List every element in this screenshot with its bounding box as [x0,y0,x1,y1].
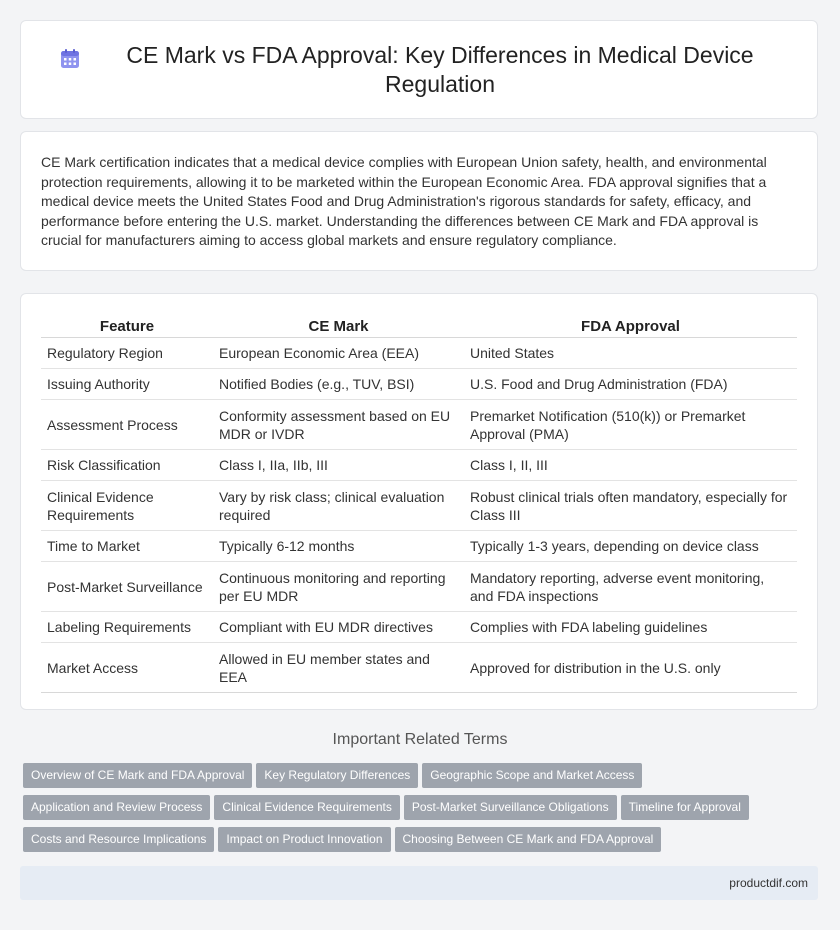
cell-feature: Risk Classification [41,450,213,481]
cell-fda: Mandatory reporting, adverse event monitoring, and FDA inspections [464,562,797,612]
table-header-row [41,314,797,338]
cell-fda: Robust clinical trials often mandatory, especially for Class III [464,481,797,531]
cell-fda: Approved for distribution in the U.S. only [464,643,797,693]
comparison-card [20,293,818,710]
calendar-icon [58,47,82,71]
cell-feature: Market Access [41,643,213,693]
cell-ce-mark: European Economic Area (EEA) [213,338,464,369]
cell-fda: U.S. Food and Drug Administration (FDA) [464,369,797,400]
table-row [41,450,797,481]
comparison-table [41,314,797,693]
footer-site-link[interactable]: productdif.com [729,876,808,890]
related-term-tag[interactable]: Overview of CE Mark and FDA Approval [23,763,252,788]
cell-feature: Assessment Process [41,400,213,450]
table-row [41,400,797,450]
related-terms-list [23,763,813,859]
cell-feature: Issuing Authority [41,369,213,400]
related-term-tag[interactable]: Geographic Scope and Market Access [422,763,642,788]
title-card [20,20,818,119]
cell-fda: United States [464,338,797,369]
cell-ce-mark: Notified Bodies (e.g., TUV, BSI) [213,369,464,400]
related-term-tag[interactable]: Costs and Resource Implications [23,827,214,852]
related-term-tag[interactable]: Timeline for Approval [621,795,749,820]
cell-ce-mark: Vary by risk class; clinical evaluation required [213,481,464,531]
cell-ce-mark: Typically 6-12 months [213,531,464,562]
intro-paragraph: CE Mark certification indicates that a medical device complies with European Union safety, health, and environmental protection requirements, allowing it to be marketed within the European Economic Area. FDA approval signifies that a medical device meets the United States Food and Drug Administration's rigorous standards for safety, efficacy, and performance before entering the U.S. market. Understanding the differences between CE Mark and FDA approval is crucial for manufacturers aiming to access global markets and ensure regulatory compliance. [41,154,767,249]
related-term-tag[interactable]: Post-Market Surveillance Obligations [404,795,617,820]
related-terms-heading: Important Related Terms [332,731,508,748]
cell-ce-mark: Class I, IIa, IIb, III [213,450,464,481]
related-term-tag[interactable]: Application and Review Process [23,795,210,820]
related-term-tag[interactable]: Choosing Between CE Mark and FDA Approval [395,827,662,852]
cell-feature: Labeling Requirements [41,612,213,643]
table-row [41,612,797,643]
header-fda-approval: FDA Approval [464,314,797,338]
header-feature: Feature [41,314,213,338]
cell-ce-mark: Continuous monitoring and reporting per EU MDR [213,562,464,612]
related-term-tag[interactable]: Key Regulatory Differences [256,763,418,788]
table-row [41,643,797,693]
header-ce-mark: CE Mark [213,314,464,338]
title-wrap [58,41,780,99]
cell-feature: Clinical Evidence Requirements [41,481,213,531]
related-term-tag[interactable]: Clinical Evidence Requirements [214,795,399,820]
cell-fda: Class I, II, III [464,450,797,481]
page-title: CE Mark vs FDA Approval: Key Differences in Medical Device Regulation [126,41,754,97]
cell-fda: Premarket Notification (510(k)) or Premarket Approval (PMA) [464,400,797,450]
cell-feature: Regulatory Region [41,338,213,369]
table-row [41,562,797,612]
cell-feature: Time to Market [41,531,213,562]
cell-ce-mark: Conformity assessment based on EU MDR or IVDR [213,400,464,450]
cell-fda: Complies with FDA labeling guidelines [464,612,797,643]
footer [20,866,818,900]
intro-card [20,131,818,271]
table-row [41,338,797,369]
related-term-tag[interactable]: Impact on Product Innovation [218,827,390,852]
table-row [41,481,797,531]
cell-ce-mark: Allowed in EU member states and EEA [213,643,464,693]
cell-fda: Typically 1-3 years, depending on device class [464,531,797,562]
cell-feature: Post-Market Surveillance [41,562,213,612]
table-row [41,531,797,562]
cell-ce-mark: Compliant with EU MDR directives [213,612,464,643]
table-row [41,369,797,400]
